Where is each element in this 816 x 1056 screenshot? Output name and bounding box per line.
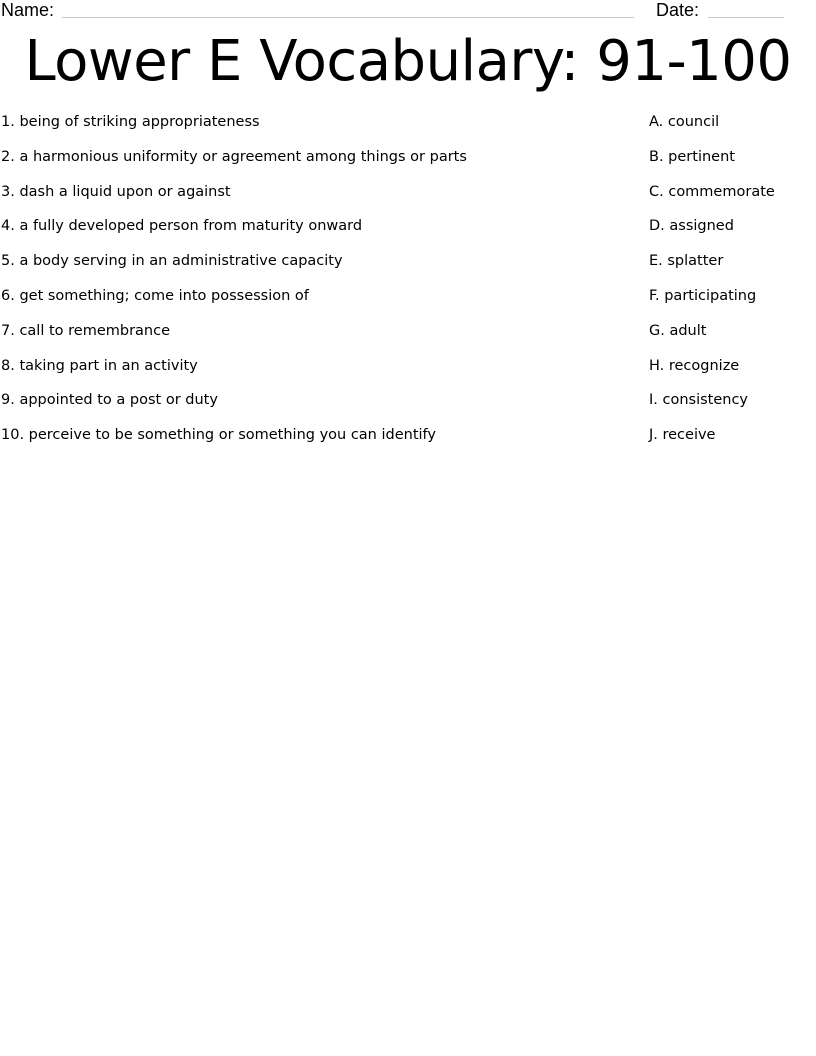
clue-item: 8. taking part in an activity [1,357,198,374]
answer-item: G. adult [649,322,707,339]
worksheet-header [0,0,816,22]
clue-item: 3. dash a liquid upon or against [1,183,231,200]
answer-item: J. receive [649,427,716,444]
answer-list [649,112,809,460]
clue-item: 1. being of striking appropriateness [1,114,260,130]
answer-item: E. splatter [649,253,724,270]
clue-item: 2. a harmonious uniformity or agreement among things or parts [1,148,467,165]
name-label: Name: [1,0,55,20]
clue-item: 5. a body serving in an administrative capacity [1,253,343,270]
date-blank-line [708,17,784,18]
clue-item: 10. perceive to be something or something you can identify [1,427,436,444]
answer-item: H. recognize [649,357,740,374]
answer-item: A. council [649,114,720,130]
date-label: Date: [656,0,700,20]
page-title: Lower E Vocabulary: 91-100 [24,29,792,94]
answer-item: B. pertinent [649,148,735,165]
name-blank-line [62,17,634,18]
clue-item: 9. appointed to a post or duty [1,392,218,409]
clue-list [1,112,621,460]
clue-item: 6. get something; come into possession of [1,287,309,304]
answer-item: C. commemorate [649,183,775,200]
clue-item: 7. call to remembrance [1,322,171,339]
clue-item: 4. a fully developed person from maturity onward [1,218,363,235]
answer-item: F. participating [649,287,757,304]
answer-item: D. assigned [649,218,734,235]
answer-item: I. consistency [649,392,749,409]
